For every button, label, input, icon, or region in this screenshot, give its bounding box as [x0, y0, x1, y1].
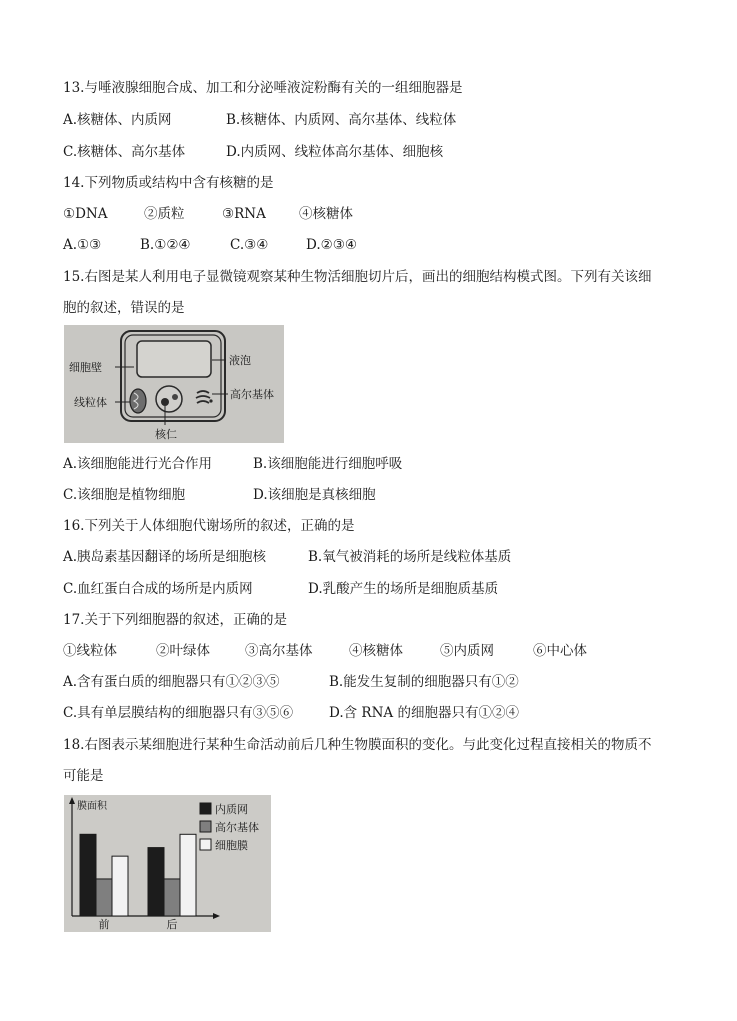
q16-option-b: B.氧气被消耗的场所是线粒体基质 — [308, 549, 512, 565]
q15-option-c: C.该细胞是植物细胞 — [63, 487, 186, 503]
q13-option-d: D.内质网、线粒体高尔基体、细胞核 — [226, 144, 444, 160]
q14-option-b: B.①②④ — [140, 237, 191, 253]
q13-options-row2 — [63, 143, 703, 161]
q14-option-d: D.②③④ — [306, 237, 357, 253]
cell-diagram — [64, 325, 284, 443]
q13-option-a: A.核糖体、内质网 — [63, 112, 172, 128]
q15-option-d: D.该细胞是真核细胞 — [253, 487, 376, 503]
q14-option-c: C.③④ — [230, 237, 269, 253]
q16-options-row1 — [63, 548, 703, 566]
bar-1-3 — [112, 856, 128, 916]
label-cell-wall: 细胞壁 — [69, 361, 102, 374]
q14-option-a: A.①③ — [63, 237, 102, 253]
q16-options-row2 — [63, 580, 703, 598]
q13-option-c: C.核糖体、高尔基体 — [63, 144, 186, 160]
legend-swatch-2 — [200, 821, 211, 832]
nucleolus-shape — [161, 398, 169, 406]
q18-stem-line1: 18.右图表示某细胞进行某种生命活动前后几种生物膜面积的变化。与此变化过程直接相关的物质不 — [63, 737, 652, 753]
q17-item-4: ④核糖体 — [349, 643, 403, 659]
q15-options-row1 — [63, 455, 703, 473]
q14-items — [63, 205, 703, 223]
q18-stem-line2: 可能是 — [63, 768, 104, 784]
q14-item-1: ①DNA — [63, 206, 108, 222]
q15-option-a: A.该细胞能进行光合作用 — [63, 456, 213, 472]
q17-options-row1 — [63, 673, 703, 691]
q17-item-3: ③高尔基体 — [245, 643, 313, 659]
q15-options-row2 — [63, 486, 703, 504]
x-tick-1: 前 — [98, 918, 110, 931]
bar-1-2 — [96, 879, 112, 916]
q14-item-3: ③RNA — [222, 206, 266, 222]
y-axis-label: 膜面积 — [77, 801, 107, 812]
q17-option-c: C.具有单层膜结构的细胞器只有③⑤⑥ — [63, 705, 294, 721]
q13-stem: 13.与唾液腺细胞合成、加工和分泌唾液淀粉酶有关的一组细胞器是 — [63, 80, 463, 96]
q17-item-1: ①线粒体 — [63, 643, 117, 659]
q14-item-4: ④核糖体 — [299, 206, 353, 222]
bar-2-1 — [148, 848, 164, 916]
membrane-area-chart-svg — [64, 795, 271, 932]
label-mitochondria: 线粒体 — [74, 396, 107, 409]
bar-2-3 — [180, 834, 196, 916]
legend-label-2: 高尔基体 — [215, 821, 259, 834]
nucleus-shape — [156, 386, 182, 412]
q17-option-a: A.含有蛋白质的细胞器只有①②③⑤ — [63, 674, 280, 690]
q14-item-2: ②质粒 — [144, 206, 185, 222]
q16-option-c: C.血红蛋白合成的场所是内质网 — [63, 581, 253, 597]
label-golgi: 高尔基体 — [230, 388, 274, 401]
q17-stem: 17.关于下列细胞器的叙述，正确的是 — [63, 612, 287, 628]
q14-stem: 14.下列物质或结构中含有核糖的是 — [63, 175, 274, 191]
label-nucleolus: 核仁 — [155, 428, 177, 441]
cell-structure-figure — [64, 325, 284, 443]
q17-item-2: ②叶绿体 — [156, 643, 210, 659]
legend-swatch-3 — [200, 839, 211, 850]
q15-stem-line1: 15.右图是某人利用电子显微镜观察某种生物活细胞切片后，画出的细胞结构模式图。下列有关该细 — [63, 269, 652, 285]
q15-option-b: B.该细胞能进行细胞呼吸 — [253, 456, 403, 472]
q16-option-d: D.乳酸产生的场所是细胞质基质 — [308, 581, 499, 597]
q17-item-5: ⑤内质网 — [440, 643, 494, 659]
q13-options-row1 — [63, 111, 703, 129]
bar-2-2 — [164, 879, 180, 916]
q17-options-row2 — [63, 704, 703, 722]
q17-item-6: ⑥中心体 — [533, 643, 587, 659]
legend-swatch-1 — [200, 803, 211, 814]
legend-label-1: 内质网 — [215, 803, 248, 816]
vacuole-shape — [137, 341, 211, 377]
q15-stem-line2: 胞的叙述，错误的是 — [63, 300, 185, 316]
legend-label-3: 细胞膜 — [215, 839, 248, 852]
q16-option-a: A.胰岛素基因翻译的场所是细胞核 — [63, 549, 267, 565]
bar-1-1 — [80, 834, 96, 916]
q17-option-d: D.含 RNA 的细胞器只有①②④ — [329, 705, 519, 721]
mitochondrion-shape — [130, 389, 146, 413]
q17-items — [63, 642, 703, 660]
label-vacuole: 液泡 — [229, 354, 251, 367]
q17-option-b: B.能发生复制的细胞器只有①② — [329, 674, 519, 690]
x-tick-2: 后 — [166, 918, 178, 931]
q16-stem: 16.下列关于人体细胞代谢场所的叙述，正确的是 — [63, 518, 355, 534]
membrane-area-chart — [64, 795, 271, 932]
q13-option-b: B.核糖体、内质网、高尔基体、线粒体 — [226, 112, 457, 128]
q14-options — [63, 236, 703, 254]
